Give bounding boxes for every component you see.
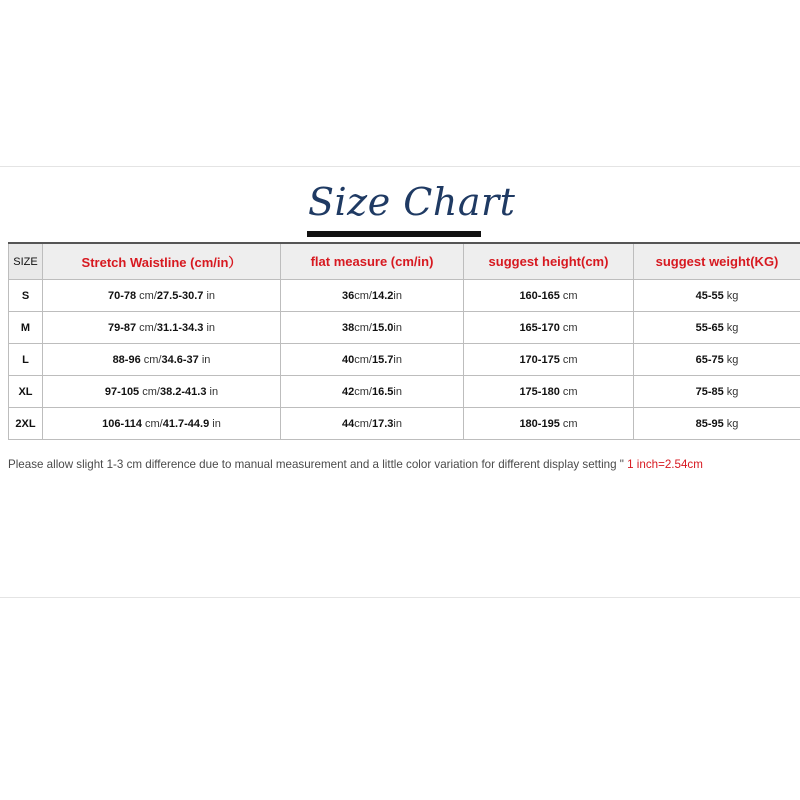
flat-cm-value: 42	[342, 385, 355, 398]
flat-in-value: 17.3	[372, 417, 394, 430]
height-unit: cm	[559, 417, 578, 430]
flat-in-value: 15.0	[372, 321, 394, 334]
note-conversion: 1 inch=2.54cm	[627, 458, 703, 471]
column-header-waistline: Stretch Waistline (cm/in）	[43, 243, 281, 280]
bottom-divider	[0, 597, 800, 598]
weight-value: 65-75	[695, 353, 724, 366]
table-row	[9, 280, 800, 312]
weight-value: 45-55	[695, 289, 724, 302]
waistline-cell	[43, 312, 281, 344]
size-cell: XL	[9, 376, 43, 408]
waist-cm-value: 97-105	[104, 385, 140, 398]
waist-cm-value: 106-114	[102, 417, 142, 430]
flat-unit: in	[393, 385, 402, 398]
column-header-weight: suggest weight(KG)	[634, 243, 800, 280]
table-row	[9, 312, 800, 344]
height-cell	[464, 280, 634, 312]
table-row	[9, 376, 800, 408]
flat-in-value: 16.5	[372, 385, 394, 398]
height-value: 180-195	[519, 417, 560, 430]
flat-unit: in	[393, 289, 402, 302]
weight-unit: kg	[723, 321, 739, 334]
weight-value: 75-85	[695, 385, 724, 398]
waistline-cell	[43, 344, 281, 376]
height-cell	[464, 376, 634, 408]
size-cell: S	[9, 280, 43, 312]
waist-in-value: 38.2-41.3	[159, 385, 207, 398]
flat-unit: in	[393, 353, 402, 366]
height-cell	[464, 312, 634, 344]
flat-separator: cm/	[354, 289, 372, 302]
page-title: Size Chart	[308, 180, 516, 224]
flat-measure-cell	[281, 280, 464, 312]
waist-in-value: 34.6-37	[161, 353, 199, 366]
flat-separator: cm/	[354, 321, 372, 334]
measurement-note	[8, 458, 798, 471]
weight-unit: kg	[723, 353, 739, 366]
waistline-cell	[43, 376, 281, 408]
waist-separator: cm/	[141, 417, 163, 430]
weight-cell	[634, 376, 800, 408]
size-table	[8, 242, 800, 440]
waist-separator: cm/	[136, 289, 157, 302]
waist-cm-value: 79-87	[107, 321, 137, 334]
column-header-flat-measure: flat measure (cm/in)	[281, 243, 464, 280]
flat-measure-cell	[281, 408, 464, 440]
flat-in-value: 15.7	[372, 353, 394, 366]
height-unit: cm	[559, 385, 578, 398]
weight-cell	[634, 344, 800, 376]
weight-unit: kg	[723, 385, 739, 398]
waistline-cell	[43, 280, 281, 312]
waistline-cell	[43, 408, 281, 440]
flat-cm-value: 36	[342, 289, 355, 302]
column-header-size: SIZE	[9, 243, 43, 280]
waist-separator: cm/	[136, 321, 157, 334]
table-row	[9, 408, 800, 440]
height-value: 165-170	[519, 321, 560, 334]
flat-measure-cell	[281, 312, 464, 344]
waist-cm-value: 70-78	[107, 289, 137, 302]
flat-measure-cell	[281, 376, 464, 408]
height-unit: cm	[559, 289, 578, 302]
weight-cell	[634, 280, 800, 312]
weight-cell	[634, 312, 800, 344]
height-cell	[464, 408, 634, 440]
waist-separator: cm/	[140, 353, 162, 366]
height-unit: cm	[559, 321, 578, 334]
weight-unit: kg	[723, 417, 739, 430]
top-divider	[0, 166, 800, 167]
table-row	[9, 344, 800, 376]
height-cell	[464, 344, 634, 376]
waist-unit: in	[198, 353, 211, 366]
title-underline	[307, 231, 481, 237]
flat-measure-cell	[281, 344, 464, 376]
flat-separator: cm/	[354, 417, 372, 430]
size-cell: 2XL	[9, 408, 43, 440]
column-header-height: suggest height(cm)	[464, 243, 634, 280]
waist-cm-value: 88-96	[112, 353, 141, 366]
flat-cm-value: 38	[342, 321, 355, 334]
height-value: 170-175	[519, 353, 560, 366]
flat-separator: cm/	[354, 353, 372, 366]
flat-in-value: 14.2	[372, 289, 394, 302]
weight-unit: kg	[723, 289, 739, 302]
waist-in-value: 31.1-34.3	[156, 321, 204, 334]
size-cell: L	[9, 344, 43, 376]
waist-in-value: 27.5-30.7	[156, 289, 204, 302]
height-value: 175-180	[519, 385, 560, 398]
flat-unit: in	[393, 417, 402, 430]
table-header-row	[9, 243, 800, 280]
waist-separator: cm/	[139, 385, 160, 398]
height-value: 160-165	[519, 289, 560, 302]
waist-in-value: 41.7-44.9	[162, 417, 210, 430]
waist-unit: in	[203, 289, 216, 302]
weight-value: 55-65	[695, 321, 724, 334]
weight-cell	[634, 408, 800, 440]
height-unit: cm	[559, 353, 578, 366]
note-text: Please allow slight 1-3 cm difference due to manual measurement and a little color variation for different display setting "	[8, 458, 628, 471]
waist-unit: in	[209, 417, 221, 430]
flat-unit: in	[393, 321, 402, 334]
flat-cm-value: 40	[342, 353, 355, 366]
waist-unit: in	[203, 321, 216, 334]
waist-unit: in	[206, 385, 219, 398]
flat-separator: cm/	[354, 385, 372, 398]
size-cell: M	[9, 312, 43, 344]
flat-cm-value: 44	[342, 417, 355, 430]
weight-value: 85-95	[695, 417, 724, 430]
